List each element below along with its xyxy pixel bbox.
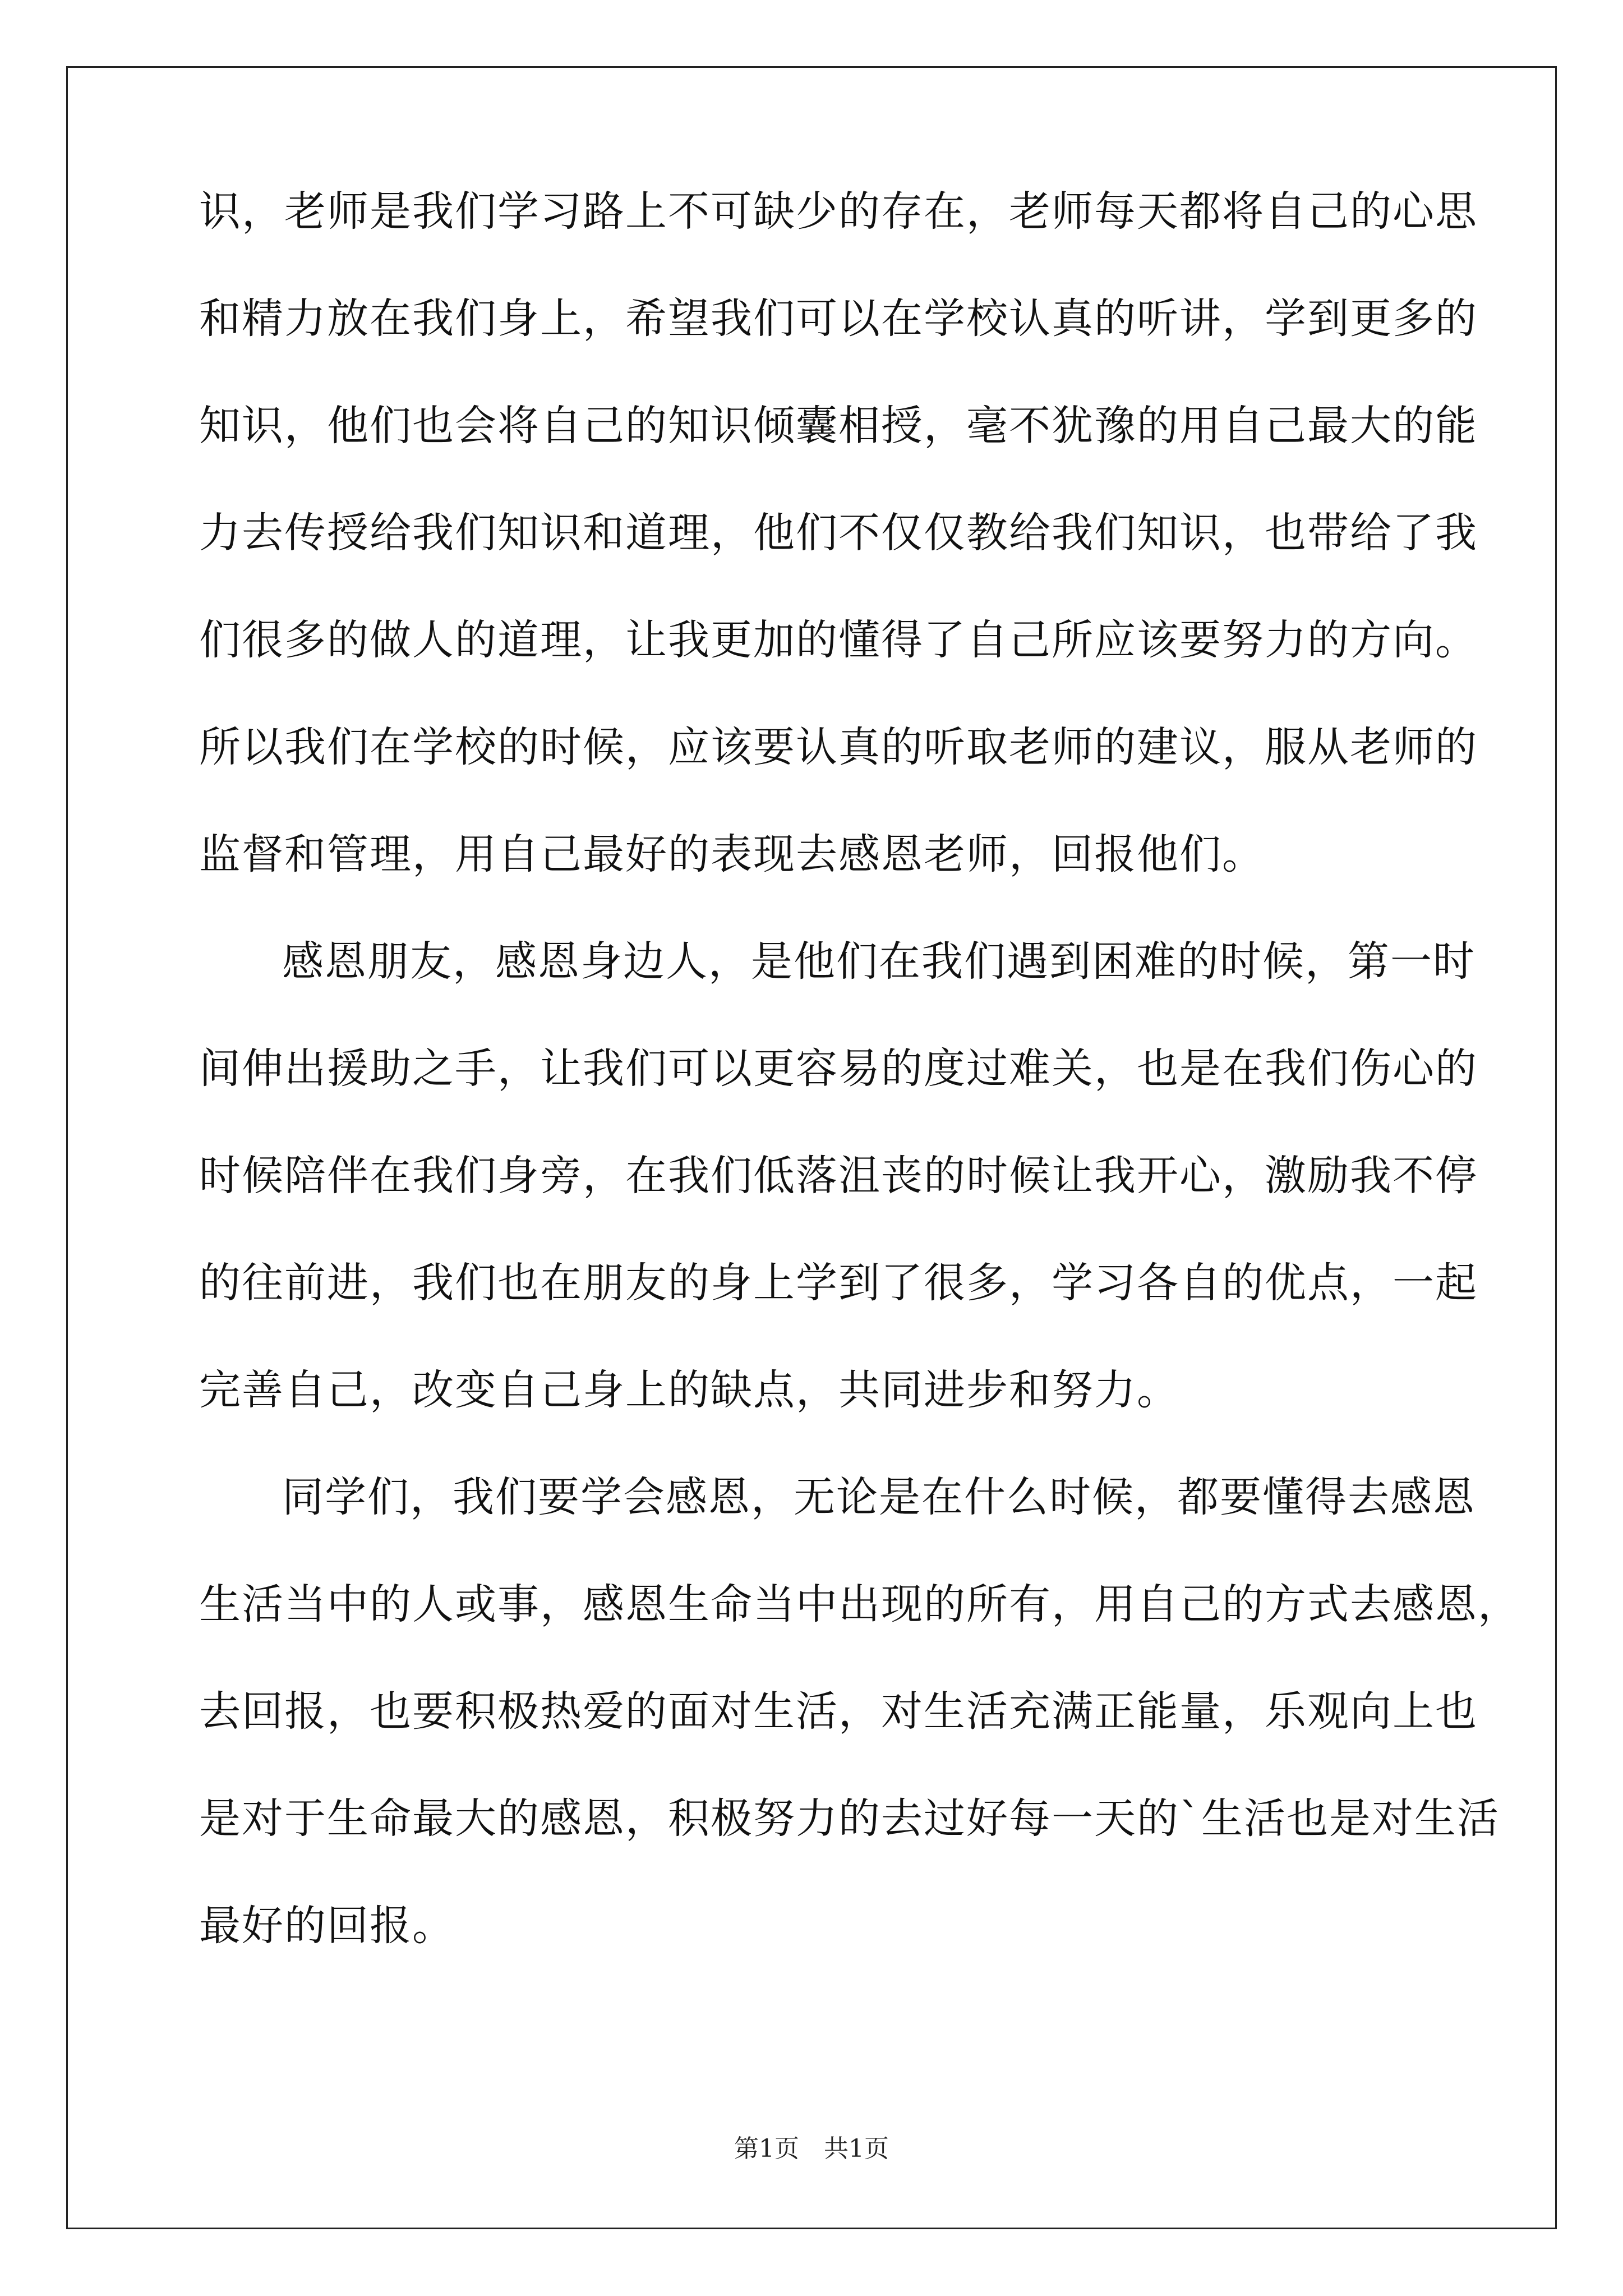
text-line: 最好的回报。 — [199, 1902, 455, 1950]
text-line: 时候陪伴在我们身旁，在我们低落沮丧的时候让我开心，激励我不停 — [199, 1152, 1478, 1200]
page-number-current: 第1页 — [734, 2134, 799, 2163]
text-line: 感恩朋友，感恩身边人，是他们在我们遇到困难的时候，第一时 — [282, 937, 1476, 986]
text-line: 去回报，也要积极热爱的面对生活，对生活充满正能量，乐观向上也 — [199, 1687, 1478, 1736]
text-line: 和精力放在我们身上，希望我们可以在学校认真的听讲，学到更多的 — [199, 295, 1478, 343]
text-line: 的往前进，我们也在朋友的身上学到了很多，学习各自的优点，一起 — [199, 1259, 1478, 1307]
text-line: 识，老师是我们学习路上不可缺少的存在，老师每天都将自己的心思 — [199, 187, 1478, 236]
page-number-total: 共1页 — [824, 2134, 889, 2163]
text-line: 力去传授给我们知识和道理，他们不仅仅教给我们知识，也带给了我 — [199, 509, 1478, 557]
text-line: 监督和管理，用自己最好的表现去感恩老师，回报他们。 — [199, 830, 1265, 878]
text-line: 是对于生命最大的感恩，积极努力的去过好每一天的`生活也是对生活 — [199, 1795, 1500, 1843]
text-line: 间伸出援助之手，让我们可以更容易的度过难关，也是在我们伤心的 — [199, 1045, 1478, 1093]
text-line: 们很多的做人的道理，让我更加的懂得了自己所应该要努力的方向。 — [199, 616, 1478, 664]
text-line: 知识，他们也会将自己的知识倾囊相授，毫不犹豫的用自己最大的能 — [199, 402, 1478, 450]
text-line: 所以我们在学校的时候，应该要认真的听取老师的建议，服从老师的 — [199, 723, 1478, 771]
text-line: 同学们，我们要学会感恩，无论是在什么时候，都要懂得去感恩 — [282, 1473, 1476, 1521]
page-footer — [0, 2128, 1623, 2164]
text-line: 完善自己，改变自己身上的缺点，共同进步和努力。 — [199, 1366, 1179, 1414]
text-line: 生活当中的人或事，感恩生命当中出现的所有，用自己的方式去感恩， — [199, 1580, 1520, 1628]
